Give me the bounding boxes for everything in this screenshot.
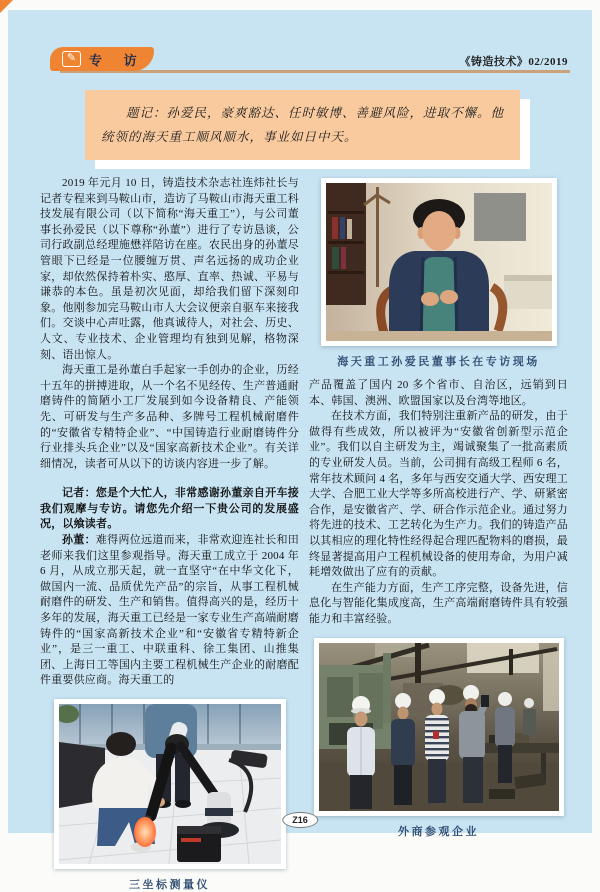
photo-cmm-illustration	[59, 704, 281, 864]
epigraph-box-face	[85, 90, 520, 160]
bookcase	[326, 183, 366, 305]
article-columns	[40, 176, 568, 892]
paragraph-intro: 2019 年元月 10 日，铸造技术杂志社连炜社长与记者专程来到马鞍山市，造访了马鞍山市海天重工科技发展有限公司（以下简称“海天重工”），与公司董事长孙爱民（以下尊称“孙董”）进行了专访恳谈，公司行政副总经理施懋祥陪访在座。农民出身的孙董尽管眼下已经是一位腰缠万贯、声名远扬的成功企业家，却依然保持着朴实、憨厚、直率、热诚、平易与谦恭的本色。虽是初次见面，却给我们留下深刻印象。他刚参加完马鞍山市人大会议便亲自驱车来接我们。交谈中心声吐露，他真诚待人，对社会、历史、人文、专业技术、企业管理均有独到见解，格物深刻、语出惊人。	[40, 177, 299, 361]
photo-chairman-frame	[321, 178, 557, 346]
chairman-label: 孙董：	[62, 534, 96, 547]
control-box	[177, 826, 221, 862]
left-column	[40, 176, 299, 892]
journal-issue-ref: 《铸造技术》02/2019	[459, 56, 568, 68]
interviewer-question-text: 您是个大忙人，非常感谢孙董亲自开车接我们观摩与专访。请您先介绍一下贵公司的发展盛况，以飨读者。	[40, 487, 299, 531]
section-tab-label: 专 访	[89, 52, 146, 68]
wall-panel	[474, 193, 526, 241]
epigraph-box	[85, 90, 520, 160]
window-sill	[504, 275, 552, 309]
paragraph-products: 产品覆盖了国内 20 多个省市、自治区，远销到日本、韩国、澳洲、欧盟国家以及台湾等地区。	[309, 379, 568, 407]
chairman-answer-text: 难得两位远道而来，非常欢迎连社长和田老师来我们这里参观指导。海天重工成立于 2004 年 6 月，从成立那天起，就一直坚守“在中华文化下，做国内一流、品质优先产品”的宗旨，从事工程机械耐磨件的研发、生产和销售。值得高兴的是，经历十多年的发展，海天重工已经是一家专业生产高端耐磨铸件的“国家高新技术企业”和“安徽省专精特新企业”，是三一重工、中联重科、徐工集团、山推集团、上海日工等国内主要工程机械生产企业的耐磨配件重要供应商。海天重工的	[40, 534, 299, 687]
interviewer-question	[40, 486, 299, 533]
paragraph-technology: 在技术方面，我们特别注重新产品的研发，由于做得有些成效，所以被评为“安徽省创新型示范企业”。我们以自主研发为主，竭诚聚集了一批高素质的专业研发人员。当前，公司拥有高级工程师 6 名，常年技术顾问 4 名，多年与西安交通大学、西安理工大学、合肥工业大学等多所高校进行产、学、研紧密合作，是安徽省产、学、研合作示范企业。通过努力将先进的技术、工艺转化为生产力。我们的铸造产品以其相应的理化特性经得起合理匹配物料的磨损，最终显著提高用户工程机械设备的使用寿命，为用户减耗增效做出了应有的贡献。	[309, 410, 568, 579]
page-number: Z16	[282, 812, 318, 828]
photo-chairman-illustration	[326, 183, 552, 341]
pen-icon: ✎	[62, 51, 81, 67]
section-tab	[50, 47, 154, 71]
laser-glow	[134, 817, 156, 847]
right-column	[309, 176, 568, 892]
page-corner-mark	[0, 0, 13, 13]
interviewer-label: 记者：	[62, 487, 96, 500]
paragraph-capacity: 在生产能力方面，生产工序完整，设备先进，信息化与智能化集成度高，生产高端耐磨铸件具有较强能力和丰富经验。	[309, 581, 568, 625]
photo-cmm-frame	[54, 699, 286, 869]
photo-cmm-caption: 三坐标测量仪	[129, 879, 210, 891]
photo-factory-caption: 外商参观企业	[398, 825, 479, 838]
floor	[326, 331, 552, 341]
epigraph-text: 题记：孙爱民，豪爽豁达、任时敏博、善避风险，进取不懈。他统领的海天重工顺风顺水，事业如日中天。	[101, 106, 505, 144]
photo-factory-illustration	[319, 643, 559, 811]
paragraph-company-history: 海天重工是孙董白手起家一手创办的企业，历经十五年的拼搏进取，从一个名不见经传、生产普通耐磨铸件的简陋小工厂发展到如今设备精良、产能领先、可研发与生产多品种、多牌号工程机械耐磨件的“安徽省专精特企业”、“中国铸造行业耐磨铸件分行业排头兵企业”以及“国家高新技术企业”。有关详细情况，读者可从以下的访谈内容进一步了解。	[40, 364, 299, 470]
photo-factory-frame	[314, 638, 564, 816]
chairman-answer	[40, 533, 299, 689]
photo-chairman-caption: 海天重工孙爱民董事长在专访现场	[337, 356, 540, 368]
